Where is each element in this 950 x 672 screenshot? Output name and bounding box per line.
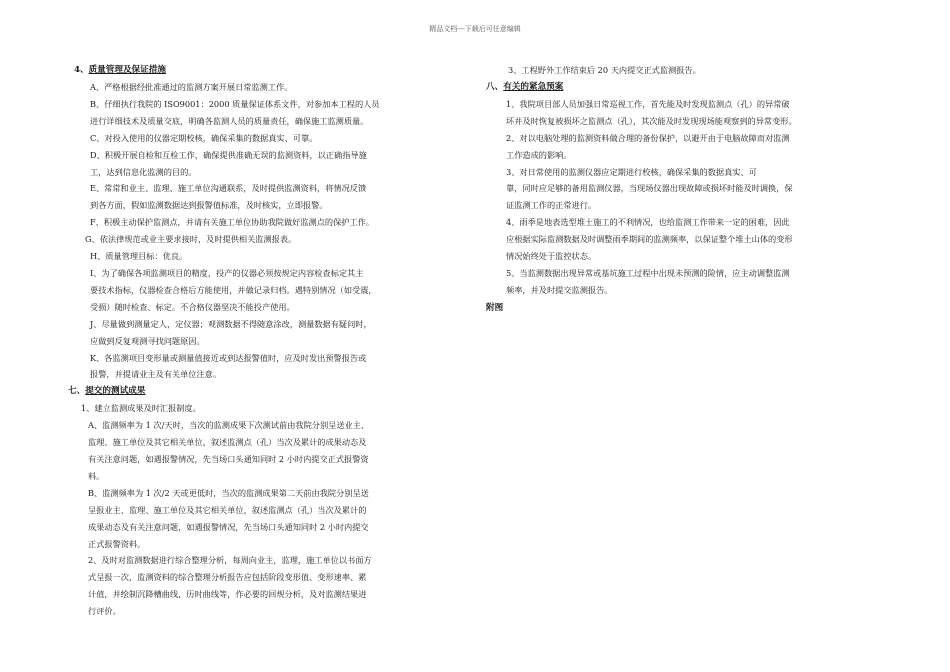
s7-line-b-cont1: 呈报业主、监理、施工单位及其它相关单位，叙述监测点（孔）当次及累计的 xyxy=(88,504,367,515)
s7-line-a-cont1: 监理、施工单位及其它相关单位，叙述监测点（孔）当次及累计的成果动态及 xyxy=(88,437,367,448)
s4-line-d-cont: 工，达到信息化监测的目的。 xyxy=(90,166,197,177)
s4-line-a: A、严格根据经批准通过的监测方案开展日常监测工作。 xyxy=(90,82,293,92)
section4-heading-num: 4、 xyxy=(74,65,89,75)
s8-line-2: 2、对以电脑处理的监测资料做合理的备份保护，以避开由于电脑故障而对监测 xyxy=(506,132,790,143)
s8-line-3-cont1: 靠，同时应足够的备用监测仪器，当现场仪器出现故障或损坏时能及时调换，保 xyxy=(506,183,793,194)
s7-line-a-cont2: 有关注意问题，如遇报警情况，先当场口头通知同时 2 小时内提交正式报警资 xyxy=(88,454,369,465)
s4-line-j-cont: 应做到反复观测寻找问题原因。 xyxy=(90,335,205,346)
s7-line-2-cont3: 行评价。 xyxy=(88,606,121,617)
right-column xyxy=(486,62,866,317)
s7-line-b-cont3: 正式报警资料。 xyxy=(88,538,146,549)
section8-heading-title: 有关的紧急预案 xyxy=(503,81,564,92)
section7-heading-title: 提交的测试成果 xyxy=(85,386,146,397)
section8-heading-num: 八、 xyxy=(486,81,504,92)
s7-line-2-cont2: 计值，并绘制沉降槽曲线，历时曲线等，作必要的回规分析，及对监测结果进 xyxy=(88,589,367,600)
s4-line-g: G、依法律规范或业主要求接时，及时提供相关监测报表。 xyxy=(85,234,297,245)
s4-line-i-cont1: 要技术指标，仪器检查合格后方能使用，并做记录归档。遇特别情况（如受震， xyxy=(90,284,377,295)
section7-body xyxy=(74,400,444,620)
s4-line-k: K、各监测项目变形量或测量值接近或到达报警值时，应及时发出预警报告或 xyxy=(90,352,367,363)
section4-body xyxy=(74,79,444,383)
section4-heading xyxy=(74,62,444,79)
section4-heading-title: 质量管理及保证措施 xyxy=(88,65,166,75)
s8-line-1: 1、我院项目部人员加强日常巡视工作，首先能及时发现监测点（孔）的异常破 xyxy=(506,98,790,109)
s4-line-f: F、积极主动保护监测点，并请有关施工单位协助我院做好监测点的保护工作。 xyxy=(90,217,375,228)
s7-line-a-cont3: 料。 xyxy=(88,470,105,481)
s4-line-b-cont: 进行详细技术及质量交底，明确各监测人员的质量责任，确保施工监测质量。 xyxy=(90,115,369,126)
s7-line-b-cont2: 成果动态及有关注意问题，如遇报警情况，先当场口头通知同时 2 小时内提交 xyxy=(88,521,369,532)
section7-heading-num: 七、 xyxy=(68,386,86,397)
section7-heading xyxy=(68,383,444,400)
s7-line-2-cont1: 式呈报一次，监测资料的综合整理分析报告应包括阶段变形值、变形速率、累 xyxy=(88,572,367,583)
appendix-heading: 附图 xyxy=(486,302,504,313)
s8-line-4-cont1: 应根据实际监测数据及时调整雨季期间的监测频率，以保证整个堆土山体的变形 xyxy=(506,234,793,245)
s4-line-e: E、常常和业主、监理、施工单位沟通联系，及时提供监测资料，将情况反馈 xyxy=(90,183,367,194)
s7-line-2: 2、及时对监测数据进行综合整理分析，每周向业主，监理，施工单位以书面方 xyxy=(88,555,372,566)
s4-line-h: H、质量管理目标：优良。 xyxy=(90,251,188,262)
s7-line-a: A、监测频率为 1 次/天时，当次的监测成果下次测试前由我院分别呈送业主、 xyxy=(88,420,370,431)
s8-line-3: 3、对日常使用的监测仪器应定期进行校核，确保采集的数据真实、可 xyxy=(506,166,757,177)
s7-line-1: 1、建立监测成果及时汇报制度。 xyxy=(81,403,201,414)
s4-line-i-cont2: 受损）随时检查、标定。不合格仪器坚决不能投产使用。 xyxy=(90,301,295,312)
r-top-line: 3、工程野外工作结束后 20 天内提交正式监测报告。 xyxy=(508,65,701,75)
s4-line-b: B、仔细执行我院的 ISO9001：2000 质量保证体系文件，对参加本工程的人员 xyxy=(90,98,380,109)
section8-heading xyxy=(486,79,866,96)
s8-line-3-cont2: 证监测工作的正常进行。 xyxy=(506,200,597,211)
s8-line-1-cont: 坏并及时恢复被损坏之监测点（孔），其次能及时发现现场能观察到的异常变形。 xyxy=(506,115,797,126)
page-header: 精品文档---下载后可任意编辑 xyxy=(429,25,521,33)
s4-line-c: C、对投入使用的仪器定期校核，确保采集的数据真实、可靠。 xyxy=(90,132,318,143)
s8-line-5: 5、当监测数据出现异常或基坑施工过程中出现未预测的险情，应主动调整监测 xyxy=(506,267,790,278)
s4-line-d: D、积极开展自检和互检工作，确保提供准确无误的监测资料，以正确指导施 xyxy=(90,149,367,160)
s7-line-b: B、监测频率为 1 次/2 天或更低时，当次的监测成果第二天前由我院分别呈送 xyxy=(88,487,369,498)
s8-line-2-cont: 工作造成的影响。 xyxy=(506,149,572,160)
section8-body xyxy=(486,96,866,299)
s4-line-k-cont: 报警，并提请业主及有关单位注意。 xyxy=(90,369,222,380)
s8-line-5-cont: 频率，并及时提交监测报告。 xyxy=(506,284,613,295)
s8-line-4: 4、雨季是地表选型堆土施工的不利情况，也给监测工作带来一定的困难，因此 xyxy=(506,217,790,228)
s4-line-e-cont: 到各方面，假如监测数据达到报警值标准，及时核实，立即报警。 xyxy=(90,200,328,211)
s4-line-i: I、为了确保各项监测项目的精度，投产的仪器必须按规定内容检查标定其主 xyxy=(90,267,364,278)
left-column xyxy=(68,62,444,620)
s8-line-4-cont2: 情况始终处于监控状态。 xyxy=(506,251,597,262)
s4-line-j: J、尽量做到测量定人，定仪器；观测数据不得随意涂改，测量数据有疑问时， xyxy=(90,318,372,329)
